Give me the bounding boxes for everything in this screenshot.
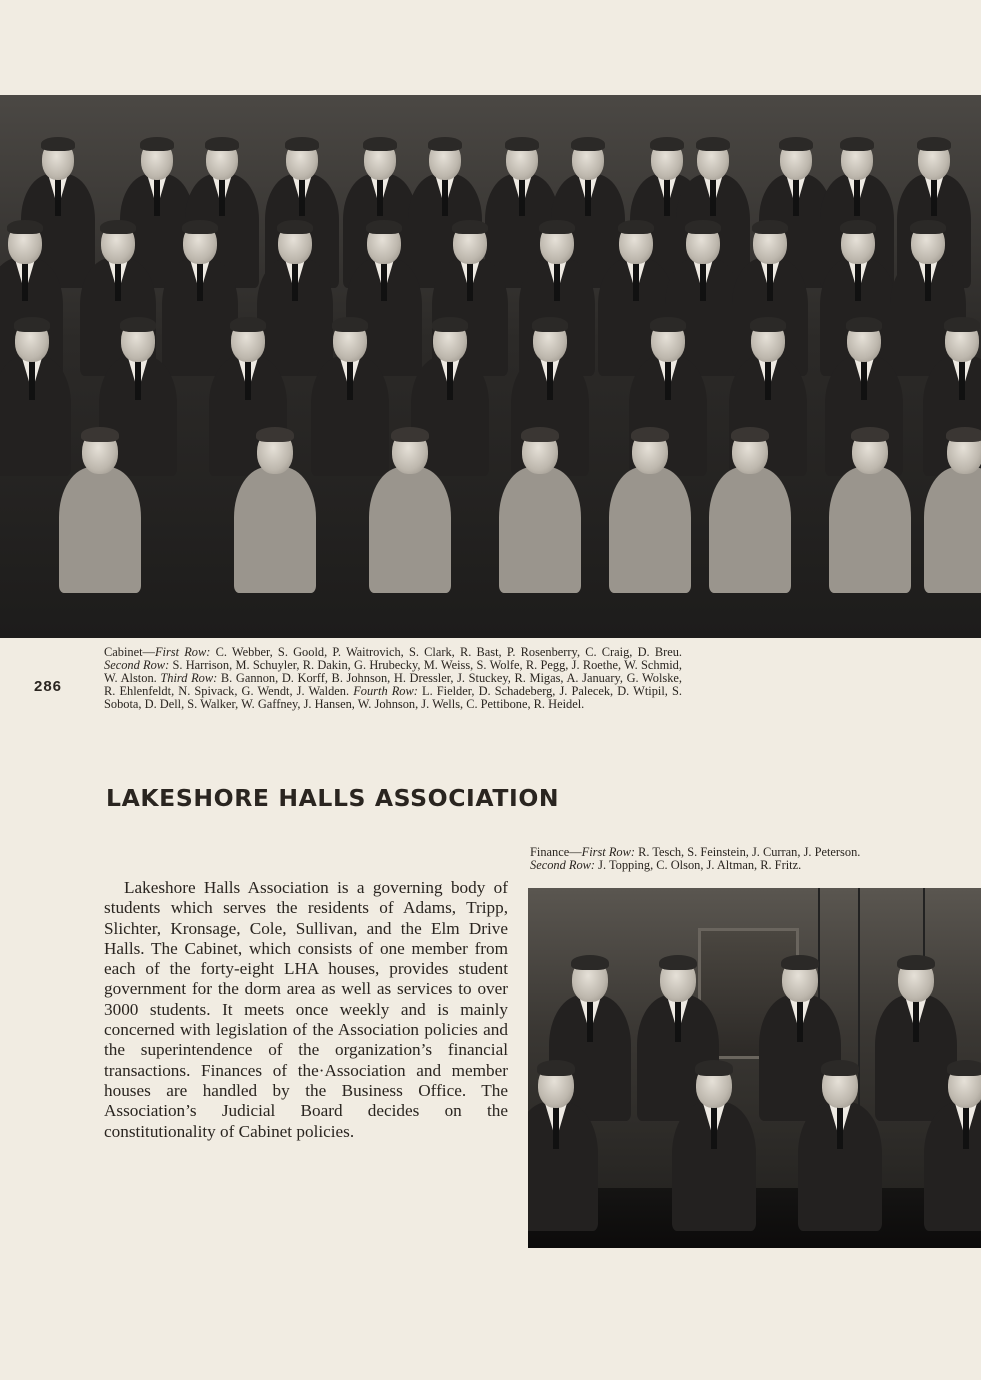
finance-caption: Finance—First Row: R. Tesch, S. Feinstein, J. Curran, J. Peterson. Second Row: J. Topping, C. Olson, J. Altman, R. Fritz.: [530, 845, 861, 873]
page-number: 286: [34, 678, 63, 695]
cabinet-group-photo: [0, 95, 981, 638]
finance-group-photo: [528, 888, 981, 1248]
finance-row2-names: J. Topping, C. Olson, J. Altman, R. Fritz.: [598, 858, 802, 873]
association-description: Lakeshore Halls Association is a governing body of students which serves the residents of Adams, Tripp, Slichter, Kronsage, Cole, Sullivan, and the Elm Drive Halls. The Cabinet, which consists of one member from each of the forty-eight LHA houses, provides student government for the dorm area as well as services to over 3000 students. It meets once weekly and is mainly concerned with legislation of the Association policies and the superintendence of the organization’s financial transactions. Finances of the·Association and member houses are handled by the Business Office. The Association’s Judicial Board decides on the constitutionality of Cabinet policies.: [104, 878, 508, 1141]
cabinet-row1-names: C. Webber, S. Goold, P. Waitrovich, S. Clark, R. Bast, P. Rosenberry, C. Craig, D. Breu.: [215, 645, 683, 659]
cabinet-caption: Cabinet—First Row: C. Webber, S. Goold, P. Waitrovich, S. Clark, R. Bast, P. Rosenberry, C. Craig, D. Breu. Second Row: S. Harrison, M. Schuyler, R. Dakin, G. Hrubecky, M. Weiss, S. Wolfe, R. Pegg, J. Roethe, W. Schmid, W. Alston. Third Row: B. Gannon, D. Korff, B. Johnson, H. Dressler, J. Stuckey, R. Migas, A. January, G. Wolske, R. Ehlenfeldt, N. Spivack, G. Wendt, J. Walden. Fourth Row: L. Fielder, D. Schadeberg, J. Palecek, D. Wtipil, S. Sobota, D. Dell, S. Walker, W. Gaffney, J. Hansen, W. Johnson, J. Wells, C. Pettibone, R. Heidel.: [104, 645, 683, 711]
cabinet-row3-names: B. Gannon, D. Korff, B. Johnson, H. Dressler, J. Stuckey, R. Migas, A. January, G. Wolske, R. Ehlenfeldt, N. Spivack, G. Wendt, J. Walden.: [104, 670, 683, 698]
finance-caption-group: Finance: [530, 845, 570, 859]
photo-wall-panel: [858, 888, 860, 1108]
section-heading: LAKESHORE HALLS ASSOCIATION: [106, 784, 560, 812]
cabinet-row3-label: Third Row:: [160, 670, 218, 685]
cabinet-row2-names: S. Harrison, M. Schuyler, R. Dakin, G. Hrubecky, M. Weiss, S. Wolfe, R. Pegg, J. Roethe, W. Schmid, W. Alston.: [104, 657, 682, 685]
cabinet-row1-label: First Row:: [154, 645, 211, 659]
cabinet-row4-names: L. Fielder, D. Schadeberg, J. Palecek, D. Wtipil, S. Sobota, D. Dell, S. Walker, W. Gaffney, J. Hansen, W. Johnson, J. Wells, C. Pettibone, R. Heidel.: [104, 683, 682, 711]
finance-row1-names: R. Tesch, S. Feinstein, J. Curran, J. Peterson.: [638, 845, 861, 859]
finance-row1-label: First Row:: [581, 845, 635, 859]
cabinet-row2-label: Second Row:: [104, 657, 170, 672]
cabinet-caption-group: Cabinet: [104, 645, 143, 659]
cabinet-row4-label: Fourth Row:: [353, 683, 418, 698]
finance-row2-label: Second Row:: [530, 858, 596, 873]
